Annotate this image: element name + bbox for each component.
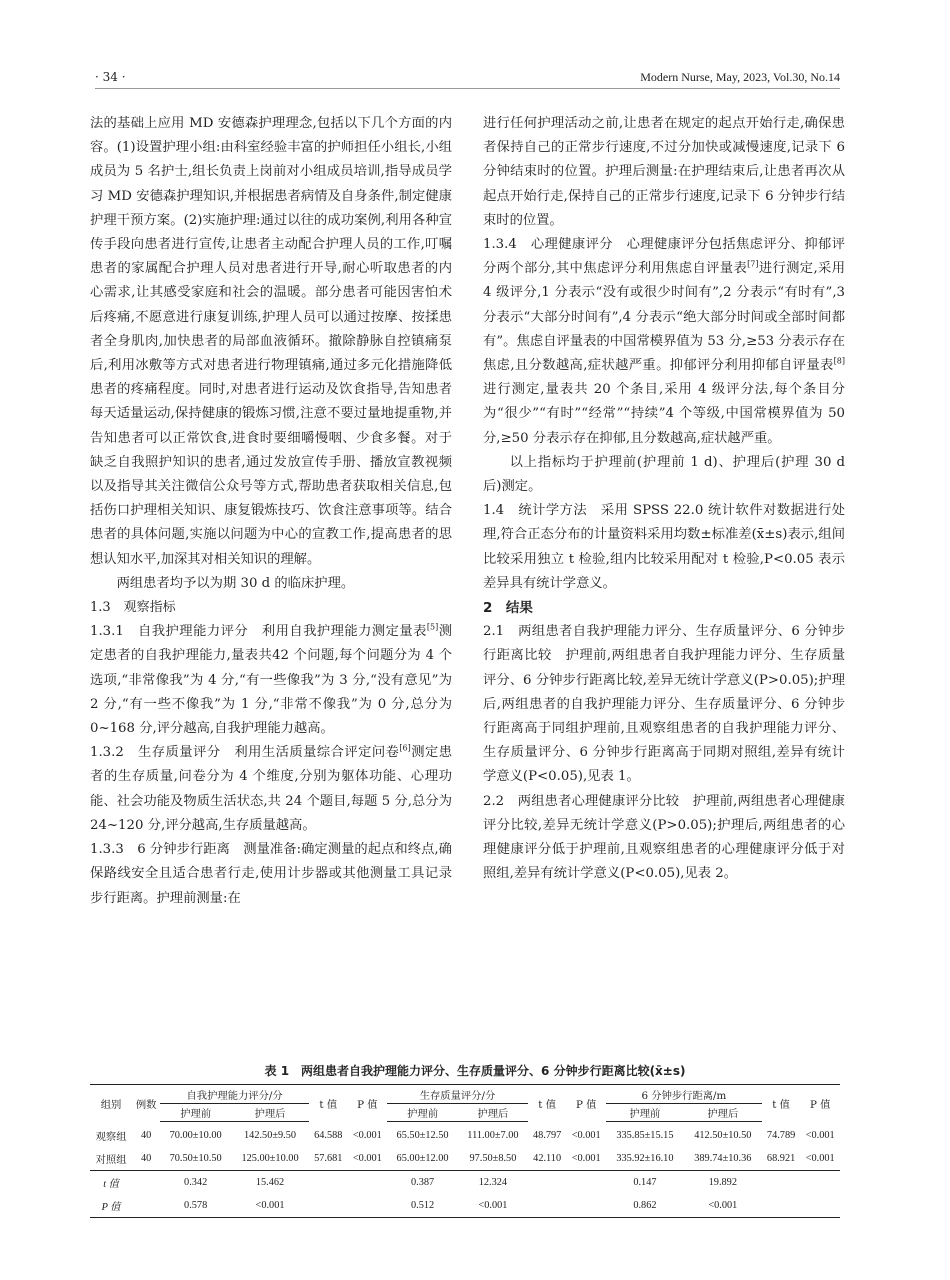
paragraph: 以上指标均于护理前(护理前 1 d)、护理后(护理 30 d 后)测定。 bbox=[483, 454, 845, 495]
subsection-heading: 2.1 两组患者自我护理能力评分、生存质量评分、6 分钟步行距离比较 bbox=[483, 624, 845, 664]
col-header-after: 护理后 bbox=[231, 1104, 309, 1122]
table-cell: <0.001 bbox=[352, 1153, 382, 1164]
table-cell: 74.789 bbox=[766, 1129, 796, 1141]
table-cell bbox=[762, 1194, 801, 1218]
col-header-before: 护理前 bbox=[387, 1104, 458, 1122]
table-cell: t 值 bbox=[90, 1171, 132, 1195]
table-cell: 70.50±10.50 bbox=[169, 1153, 222, 1164]
journal-info: Modern Nurse, May, 2023, Vol.30, No.14 bbox=[640, 70, 840, 84]
table-cell: 335.85±15.15 bbox=[616, 1130, 674, 1141]
col-header-walk: 6 分钟步行距离/m bbox=[606, 1085, 762, 1104]
table-row bbox=[90, 1147, 840, 1171]
table-cell bbox=[800, 1194, 840, 1218]
paragraph: 两组患者均予以为期 30 d 的临床护理。 bbox=[116, 575, 355, 591]
page-number: · 34 · bbox=[95, 70, 126, 84]
table-cell: <0.001 bbox=[805, 1129, 835, 1141]
table-cell: 0.342 bbox=[160, 1171, 231, 1195]
table-cell: 0.578 bbox=[160, 1194, 231, 1218]
table-cell bbox=[348, 1171, 388, 1195]
citation[interactable]: [5] bbox=[426, 622, 439, 632]
table-row bbox=[90, 1171, 840, 1195]
table-cell: 0.387 bbox=[387, 1171, 458, 1195]
table-cell: 观察组 bbox=[95, 1131, 127, 1143]
section-heading-1-3: 1.3 观察指标 bbox=[90, 600, 176, 616]
section-1-3-4: 1.3.4 心理健康评分 心理健康评分包括焦虑评分、抑郁评分两个部分,其中焦虑评分利用焦虑自评量表[7]进行测定,采用 4 级评分,1 分表示“没有或很少时间有”,2 分表示“有时有”,3 分表示“大部分时间有”,4 分表示“绝大部分时间或全部时间都有”。焦虑自评量表的中国常模界值为 53 分,≥53 分表示存在焦虑,且分数越高,症状越严重。抑郁评分利用抑郁自评量表[8]进行测定,量表共 20 个条目,采用 4 级评分法,每个条目分为“很少”“有时”“经常”“持续”4 个等级,中国常模界值为 50 分,≥50 分表示存在抑郁,且分数越高,症状越严重。 bbox=[483, 237, 846, 446]
subsection-heading: 1.4 统计学方法 bbox=[483, 503, 601, 519]
section-1-3-2: 1.3.2 生存质量评分 利用生活质量综合评定问卷[6]测定患者的生存质量,问卷分为 4 个维度,分别为躯体功能、心理功能、社会功能及物质生活状态,共 24 个题目,每题 5 分,总分为 24~120 分,评分越高,生存质量越高。 bbox=[90, 743, 452, 833]
col-header-after: 护理后 bbox=[684, 1104, 762, 1122]
table-cell: <0.001 bbox=[231, 1194, 309, 1218]
table-cell bbox=[309, 1171, 348, 1195]
col-header-p: P 值 bbox=[800, 1085, 840, 1122]
table-cell: <0.001 bbox=[805, 1153, 835, 1164]
col-header-t: t 值 bbox=[762, 1085, 801, 1122]
col-header-t: t 值 bbox=[309, 1085, 348, 1122]
subsection-heading: 2.2 两组患者心理健康评分比较 bbox=[483, 793, 693, 809]
table-cell: P 值 bbox=[90, 1194, 132, 1218]
citation[interactable]: [8] bbox=[833, 356, 845, 366]
table-cell: 142.50±9.50 bbox=[244, 1130, 297, 1141]
table-cell: 42.110 bbox=[533, 1153, 562, 1164]
table-cell: 97.50±8.50 bbox=[469, 1153, 517, 1164]
table-cell bbox=[132, 1171, 160, 1195]
col-header-self-care: 自我护理能力评分/分 bbox=[160, 1085, 309, 1104]
table-cell bbox=[528, 1171, 567, 1195]
paragraph: 法的基础上应用 MD 安德森护理理念,包括以下几个方面的内容。(1)设置护理小组:由科室经验丰富的护师担任小组长,小组成员为 5 名护士,组长负责上岗前对小组成员培训,指导成员学习 MD 安德森护理知识,并根据患者病情及自身条件,制定健康护理干预方案。(2)实施护理:通过以往的成功案例,利用各种宣传手段向患者进行宣传,让患者主动配合护理人员的工作,叮嘱患者的家属配合护理人员对患者进行开导,耐心听取患者的内心需求,让其感受家庭和社会的温暖。部分患者可能因害怕术后疼痛,不愿意进行康复训练,护理人员可以通过按摩、按揉患者全身肌肉,加快患者的局部血液循环。撤除静脉自控镇痛泵后,利用冰敷等方式对患者进行物理镇痛,通过多元化措施降低患者的疼痛程度。同时,对患者进行运动及饮食指导,告知患者每天适量运动,保持健康的锻炼习惯,注意不要过量地提重物,并告知患者可以正常饮食,进食时要细嚼慢咽、少食多餐。对于缺乏自我照护知识的患者,通过发放宣传手册、播放宣教视频以及指导其关注微信公众号等方式,帮助患者获取相关信息,包括伤口护理相关知识、康复锻炼技巧、饮食注意事项等。结合患者的具体问题,实施以问题为中心的宣教工作,提高患者的思想认知水平,加深其对相关知识的理解。 bbox=[90, 116, 452, 567]
col-header-group: 组别 bbox=[90, 1085, 132, 1122]
table-row bbox=[90, 1194, 840, 1218]
citation[interactable]: [7] bbox=[747, 259, 759, 269]
table-cell: 70.00±10.00 bbox=[169, 1130, 222, 1141]
citation[interactable]: [6] bbox=[399, 743, 411, 753]
section-1-3-1: 1.3.1 自我护理能力评分 利用自我护理能力测定量表[5]测定患者的自我护理能力,量表共42 个问题,每个问题分为 4 个选项,“非常像我”为 4 分,“有一些像我”为 3 分,“没有意见”为 2 分,“有一些不像我”为 1 分,“非常不像我”为 0 分,总分为 0~168 分,评分越高,自我护理能力越高。 bbox=[90, 622, 453, 737]
table-cell: 12.324 bbox=[458, 1171, 528, 1195]
col-header-before: 护理前 bbox=[160, 1104, 231, 1122]
col-header-t: t 值 bbox=[528, 1085, 567, 1122]
section-2-1: 2.1 两组患者自我护理能力评分、生存质量评分、6 分钟步行距离比较 护理前,两组患者自我护理能力评分、生存质量评分、6 分钟步行距离比较,差异无统计学意义(P>0.05);护理后,两组患者的自我护理能力评分、生存质量评分、6 分钟步行距离高于同组护理前,且观察组患者的自我护理能力评分、生存质量评分、6 分钟步行距离高于同期对照组,差异有统计学意义(P<0.05),见表 1。 bbox=[483, 624, 845, 785]
table-cell: <0.001 bbox=[458, 1194, 528, 1218]
table-cell bbox=[762, 1171, 801, 1195]
table-cell bbox=[566, 1194, 606, 1218]
table-cell: 57.681 bbox=[314, 1153, 343, 1164]
section-1-3-3: 1.3.3 6 分钟步行距离 测量准备:确定测量的起点和终点,确保路线安全且适合患者行走,使用计步器或其他测量工具记录步行距离。护理前测量:在 bbox=[90, 842, 452, 906]
running-header bbox=[95, 70, 840, 89]
col-header-p: P 值 bbox=[566, 1085, 606, 1122]
table-caption: 表 1 两组患者自我护理能力评分、生存质量评分、6 分钟步行距离比较(x̄±s) bbox=[264, 1064, 686, 1078]
subsection-heading: 1.3.2 生存质量评分 bbox=[90, 745, 235, 761]
table-cell: 64.588 bbox=[314, 1129, 343, 1141]
table-cell bbox=[528, 1194, 567, 1218]
table-cell: 412.50±10.50 bbox=[694, 1130, 752, 1141]
table-cell: 40 bbox=[141, 1153, 152, 1164]
table-cell: 389.74±10.36 bbox=[694, 1153, 752, 1164]
col-header-qol: 生存质量评分/分 bbox=[387, 1085, 528, 1104]
table-cell: 65.50±12.50 bbox=[396, 1130, 449, 1141]
table-cell: 111.00±7.00 bbox=[467, 1130, 519, 1141]
table-cell: 0.862 bbox=[606, 1194, 684, 1218]
table-cell bbox=[566, 1171, 606, 1195]
table-cell bbox=[348, 1194, 388, 1218]
left-column bbox=[90, 112, 452, 911]
paragraph: 进行任何护理活动之前,让患者在规定的起点开始行走,确保患者保持自己的正常步行速度,不过分加快或减慢速度,记录下 6 分钟结束时的位置。护理后测量:在护理结束后,让患者再次从起点开始行走,保持自己的正常步行速度,记录下 6 分钟步行结束时的位置。 bbox=[483, 116, 845, 228]
table-cell: 40 bbox=[141, 1129, 152, 1141]
section-1-4: 1.4 统计学方法 采用 SPSS 22.0 统计软件对数据进行处理,符合正态分布的计量资料采用均数±标准差(x̄±s)表示,组间比较采用独立 t 检验,组内比较采用配对 t 检验,P<0.05 表示差异具有统计学意义。 bbox=[483, 503, 846, 591]
table-cell bbox=[132, 1194, 160, 1218]
section-2-2: 2.2 两组患者心理健康评分比较 护理前,两组患者心理健康评分比较,差异无统计学意义(P>0.05);护理后,两组患者的心理健康评分低于护理前,且观察组患者的心理健康评分低于对照组,差异有统计学意义(P<0.05),见表 2。 bbox=[483, 793, 845, 882]
table-cell: 68.921 bbox=[766, 1153, 796, 1164]
table-cell: <0.001 bbox=[571, 1153, 601, 1164]
table-cell: 0.147 bbox=[606, 1171, 684, 1195]
table-cell: 19.892 bbox=[684, 1171, 762, 1195]
table-cell: 48.797 bbox=[532, 1129, 562, 1141]
section-heading-2: 2 结果 bbox=[483, 600, 533, 617]
table-cell: 0.512 bbox=[387, 1194, 458, 1218]
col-header-n: 例数 bbox=[132, 1085, 160, 1122]
col-header-p: P 值 bbox=[348, 1085, 388, 1122]
table-cell: 15.462 bbox=[231, 1171, 309, 1195]
results-table bbox=[90, 1084, 840, 1218]
subsection-heading: 1.3.3 6 分钟步行距离 bbox=[90, 842, 244, 858]
table-cell: 65.00±12.00 bbox=[396, 1153, 449, 1164]
col-header-before: 护理前 bbox=[606, 1104, 684, 1122]
subsection-heading: 1.3.1 自我护理能力评分 bbox=[90, 624, 262, 640]
table-cell: <0.001 bbox=[684, 1194, 762, 1218]
right-column bbox=[483, 112, 845, 887]
table-cell bbox=[800, 1171, 840, 1195]
subsection-heading: 1.3.4 心理健康评分 bbox=[483, 237, 627, 253]
table-cell: 对照组 bbox=[95, 1155, 127, 1166]
col-header-after: 护理后 bbox=[458, 1104, 528, 1122]
table-cell: 125.00±10.00 bbox=[241, 1153, 299, 1164]
table-cell: <0.001 bbox=[352, 1129, 382, 1141]
table-cell: <0.001 bbox=[571, 1129, 601, 1141]
table-cell: 335.92±16.10 bbox=[616, 1153, 674, 1164]
table-cell bbox=[309, 1194, 348, 1218]
table-row bbox=[90, 1122, 840, 1148]
